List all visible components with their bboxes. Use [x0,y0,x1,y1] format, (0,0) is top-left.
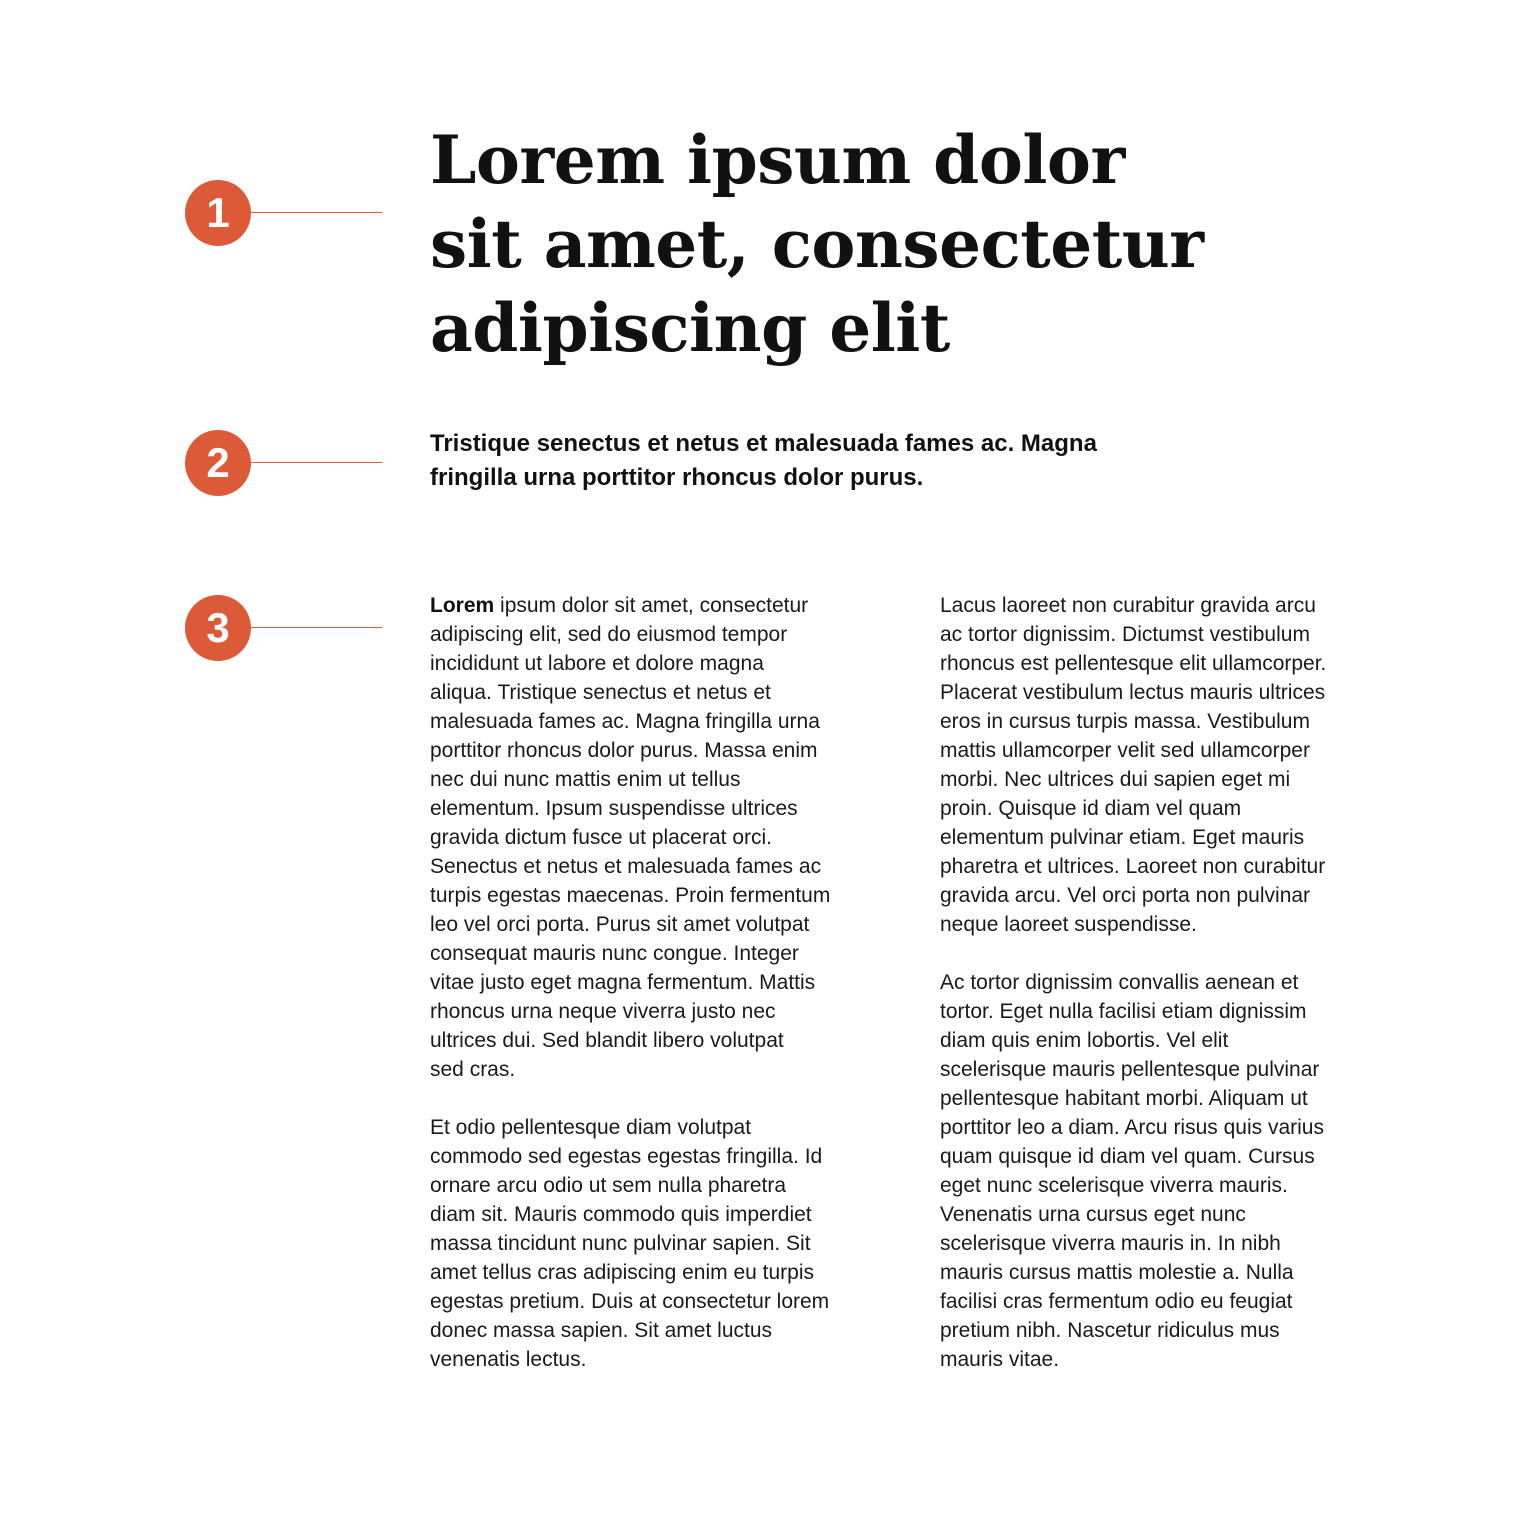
body-line: mattis ullamcorper velit sed ullamcorper [940,739,1310,762]
body-line: scelerisque viverra mauris in. In nibh [940,1232,1281,1255]
body-line: ac tortor dignissim. Dictumst vestibulum [940,623,1310,646]
body-line: Lacus laoreet non curabitur gravida arcu [940,594,1316,617]
body-line: ultrices dui. Sed blandit libero volutpat [430,1029,784,1052]
body-line: commodo sed egestas egestas fringilla. Id [430,1145,823,1168]
body-paragraph [940,968,1420,1374]
body-line: aliqua. Tristique senectus et netus et [430,681,771,704]
body-line: gravida dictum fusce ut placerat orci. [430,826,772,849]
body-line: mauris vitae. [940,1348,1060,1371]
body-line: facilisi cras fermentum odio eu feugiat [940,1290,1293,1313]
body-line: donec massa sapien. Sit amet luctus [430,1319,773,1342]
body-column-left [430,591,910,1403]
body-line: Ac tortor dignissim convallis aenean et [940,971,1299,994]
subheadline [430,427,1230,495]
leader-line-2 [251,462,382,463]
leader-line-1 [251,212,382,213]
body-line: Venenatis urna cursus eget nunc [940,1203,1246,1226]
body-line: adipiscing elit, sed do eiusmod tempor [430,623,788,646]
body-line: porttitor rhoncus dolor purus. Massa enim [430,739,818,762]
body-line: egestas pretium. Duis at consectetur lorem [430,1290,830,1313]
body-line: incididunt ut labore et dolore magna [430,652,764,675]
body-line: elementum pulvinar etiam. Eget mauris [940,826,1305,849]
body-line: Senectus et netus et malesuada fames ac [430,855,822,878]
callout-marker-1 [185,180,400,246]
body-paragraph [430,1113,910,1374]
body-line: rhoncus urna neque viverra justo nec [430,1000,776,1023]
body-line: eros in cursus turpis massa. Vestibulum [940,710,1310,733]
headline-line: adipiscing elit [430,289,950,367]
body-paragraph [430,591,910,1084]
body-column-right [940,591,1420,1403]
subhead-line: fringilla urna porttitor rhoncus dolor purus. [430,464,924,491]
body-line: proin. Quisque id diam vel quam [940,797,1242,820]
callout-marker-3 [185,595,400,661]
headline-line: Lorem ipsum dolor [430,121,1125,199]
body-line: morbi. Nec ultrices dui sapien eget mi [940,768,1291,791]
number-badge-3: 3 [185,595,251,661]
body-line: neque laoreet suspendisse. [940,913,1197,936]
body-line: venenatis lectus. [430,1348,587,1371]
lead-word: Lorem [430,594,495,617]
body-line: Placerat vestibulum lectus mauris ultrices [940,681,1326,704]
headline [430,118,1430,370]
body-line: Et odio pellentesque diam volutpat [430,1116,752,1139]
body-line: consequat mauris nunc congue. Integer [430,942,799,965]
body-line: pharetra et ultrices. Laoreet non curabitur [940,855,1326,878]
body-line: ornare arcu odio ut sem nulla pharetra [430,1174,787,1197]
body-line: diam quis enim lobortis. Vel elit [940,1029,1229,1052]
leader-line-3 [251,627,382,628]
number-badge-2: 2 [185,430,251,496]
body-paragraph [940,591,1420,939]
body-line: gravida arcu. Vel orci porta non pulvinar [940,884,1311,907]
body-line [430,591,910,620]
number-badge-1: 1 [185,180,251,246]
body-line: scelerisque mauris pellentesque pulvinar [940,1058,1320,1081]
body-line-text: ipsum dolor sit amet, consectetur [494,594,809,617]
headline-line: sit amet, consectetur [430,205,1204,283]
subhead-line: Tristique senectus et netus et malesuada fames ac. Magna [430,430,1097,457]
body-line: porttitor leo a diam. Arcu risus quis varius [940,1116,1324,1139]
body-line: sed cras. [430,1058,516,1081]
body-line: tortor. Eget nulla facilisi etiam dignissim [940,1000,1307,1023]
body-line: vitae justo eget magna fermentum. Mattis [430,971,816,994]
body-line: turpis egestas maecenas. Proin fermentum [430,884,831,907]
body-line: eget nunc scelerisque viverra mauris. [940,1174,1288,1197]
body-line: pellentesque habitant morbi. Aliquam ut [940,1087,1308,1110]
body-line: amet tellus cras adipiscing enim eu turpis [430,1261,815,1284]
body-line: rhoncus est pellentesque elit ullamcorper. [940,652,1327,675]
body-line: elementum. Ipsum suspendisse ultrices [430,797,798,820]
callout-marker-2 [185,430,400,496]
body-line: diam sit. Mauris commodo quis imperdiet [430,1203,812,1226]
body-line: malesuada fames ac. Magna fringilla urna [430,710,820,733]
body-line: mauris cursus mattis molestie a. Nulla [940,1261,1294,1284]
body-line: nec dui nunc mattis enim ut tellus [430,768,741,791]
body-line: pretium nibh. Nascetur ridiculus mus [940,1319,1280,1342]
body-line: quam quisque id diam vel quam. Cursus [940,1145,1315,1168]
body-line: leo vel orci porta. Purus sit amet volutpat [430,913,810,936]
body-line: massa tincidunt nunc pulvinar sapien. Sit [430,1232,811,1255]
